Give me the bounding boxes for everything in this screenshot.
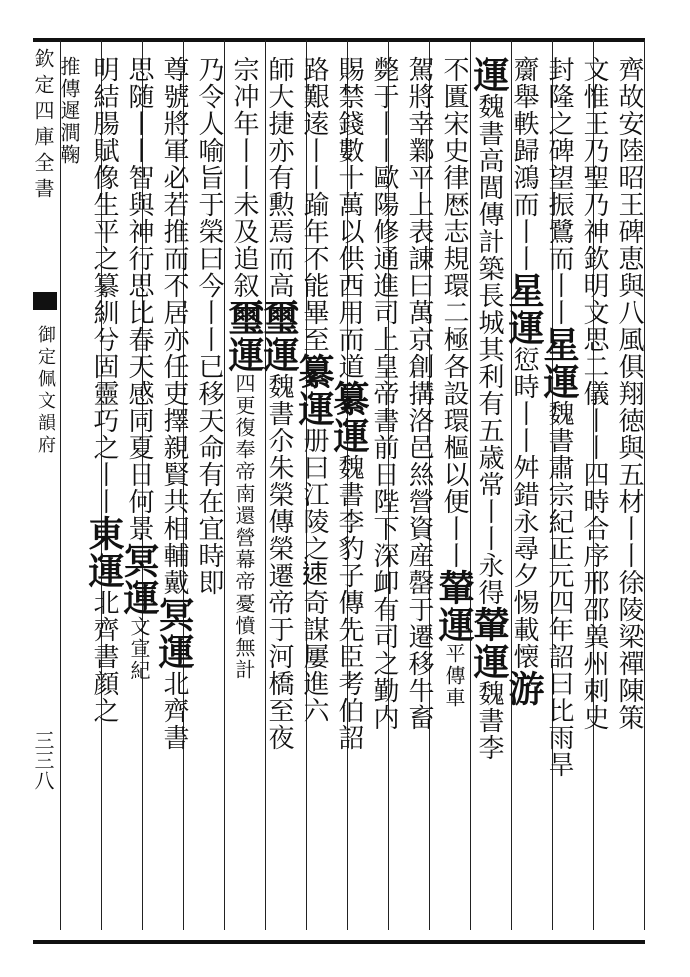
text-run: 平傳車: [442, 643, 466, 709]
text-run: 尊號將軍必若推而不居亦任吏擇親賢共相輔戴: [159, 56, 189, 596]
text-run: 愆時丨丨舛錯永尋夕惕載懐: [509, 346, 539, 670]
text-column: [575, 56, 613, 731]
text-run: 路艱逺丨丨踰年不能畢至: [299, 56, 329, 353]
text-run: 乃令人喻旨于榮曰今丨丨已移天命有在宜時即: [194, 56, 224, 596]
headword: 東運: [83, 515, 125, 589]
text-column: [50, 56, 88, 166]
page-number: 三三八: [31, 730, 55, 790]
margin-rule: [60, 40, 61, 930]
text-run: 册曰江陵之𨒪奇謀屢進六: [299, 427, 329, 724]
text-column: [435, 56, 473, 709]
text-run: 魏書高閭傳計築長城其利有五歳常丨丨永得: [474, 93, 504, 606]
headword: 游: [503, 670, 545, 707]
headword: 星運: [538, 326, 580, 400]
text-column: [540, 56, 578, 778]
text-run: 𪗋舉軼歸鴻而丨丨: [509, 56, 539, 272]
text-run: 北齊書顔之: [89, 589, 119, 724]
headword: 星運: [503, 272, 545, 346]
text-run: 斃于丨丨歐陽修通進司上皇帝書前日陛下深卹有司之勤内: [369, 56, 399, 731]
text-run: 師大捷亦有勲焉而高: [264, 56, 294, 299]
text-run: 魏書肅宗紀正元四年詔曰比雨旱: [544, 400, 574, 778]
text-run: 魏書李豹子傳先臣考伯詔: [334, 454, 364, 751]
text-column: [470, 56, 508, 761]
text-column: [505, 56, 543, 707]
text-column: [330, 56, 368, 751]
text-column: [85, 56, 123, 724]
headword: 冥運: [118, 542, 160, 616]
text-run: 不匱宋史律厯志規環二極各設環樞以便丨丨: [439, 56, 469, 569]
headword: 輦運: [468, 606, 510, 680]
text-run: 駕將幸鄴平上表諌曰萬京創搆洛邑𢇁營資産罄于遷移牛畜: [404, 56, 434, 731]
fish-tail-bar: [33, 292, 57, 310]
text-run: 文宣紀: [127, 616, 151, 682]
headword: 運: [468, 56, 510, 93]
text-run: 推傳遲澗鞠: [57, 56, 81, 166]
headword: 纂運: [328, 380, 370, 454]
headword: 冥運: [153, 596, 195, 670]
text-column: [225, 56, 263, 681]
text-column: [295, 56, 333, 724]
headword: 璽運: [223, 299, 265, 373]
text-run: 魏書李: [474, 680, 504, 761]
text-column: [365, 56, 403, 731]
text-run: 思随丨丨智與神行思比春天感同夏日何景: [124, 56, 154, 542]
text-column: [120, 56, 158, 682]
text-run: 宗冲年丨丨未及追叙: [229, 56, 259, 299]
text-run: 北齊書: [159, 670, 189, 751]
text-run: 賜禁錢數十萬以供西用而道: [334, 56, 364, 380]
text-run: 文惟王乃聖乃神欽明文思二儀丨丨四時合序邢邵兾州刺史: [579, 56, 609, 731]
text-column: [610, 56, 648, 731]
headword: 纂運: [293, 353, 335, 427]
text-run: 明結腸賦像生平之纂紃兮固靈巧之丨丨: [89, 56, 119, 515]
text-column: [190, 56, 228, 596]
text-run: 魏書尒朱榮傳榮遷帝于河橋至夜: [264, 373, 294, 751]
text-run: 齊故安陸昭王碑恵與八風俱翔徳與五材丨丨徐陵梁禪陳策: [614, 56, 644, 731]
headword: 輦運: [433, 569, 475, 643]
book-title: 欽定四庫全書: [31, 48, 55, 204]
headword: 璽運: [258, 299, 300, 373]
section-title: 御定佩文韻府: [35, 325, 56, 457]
text-run: 四更復奉帝南還營幕帝憂憤無計: [232, 373, 256, 681]
text-column: [260, 56, 298, 751]
text-column: [155, 56, 193, 751]
text-run: 封隆之碑望振鷺而丨丨: [544, 56, 574, 326]
text-column: [400, 56, 438, 731]
